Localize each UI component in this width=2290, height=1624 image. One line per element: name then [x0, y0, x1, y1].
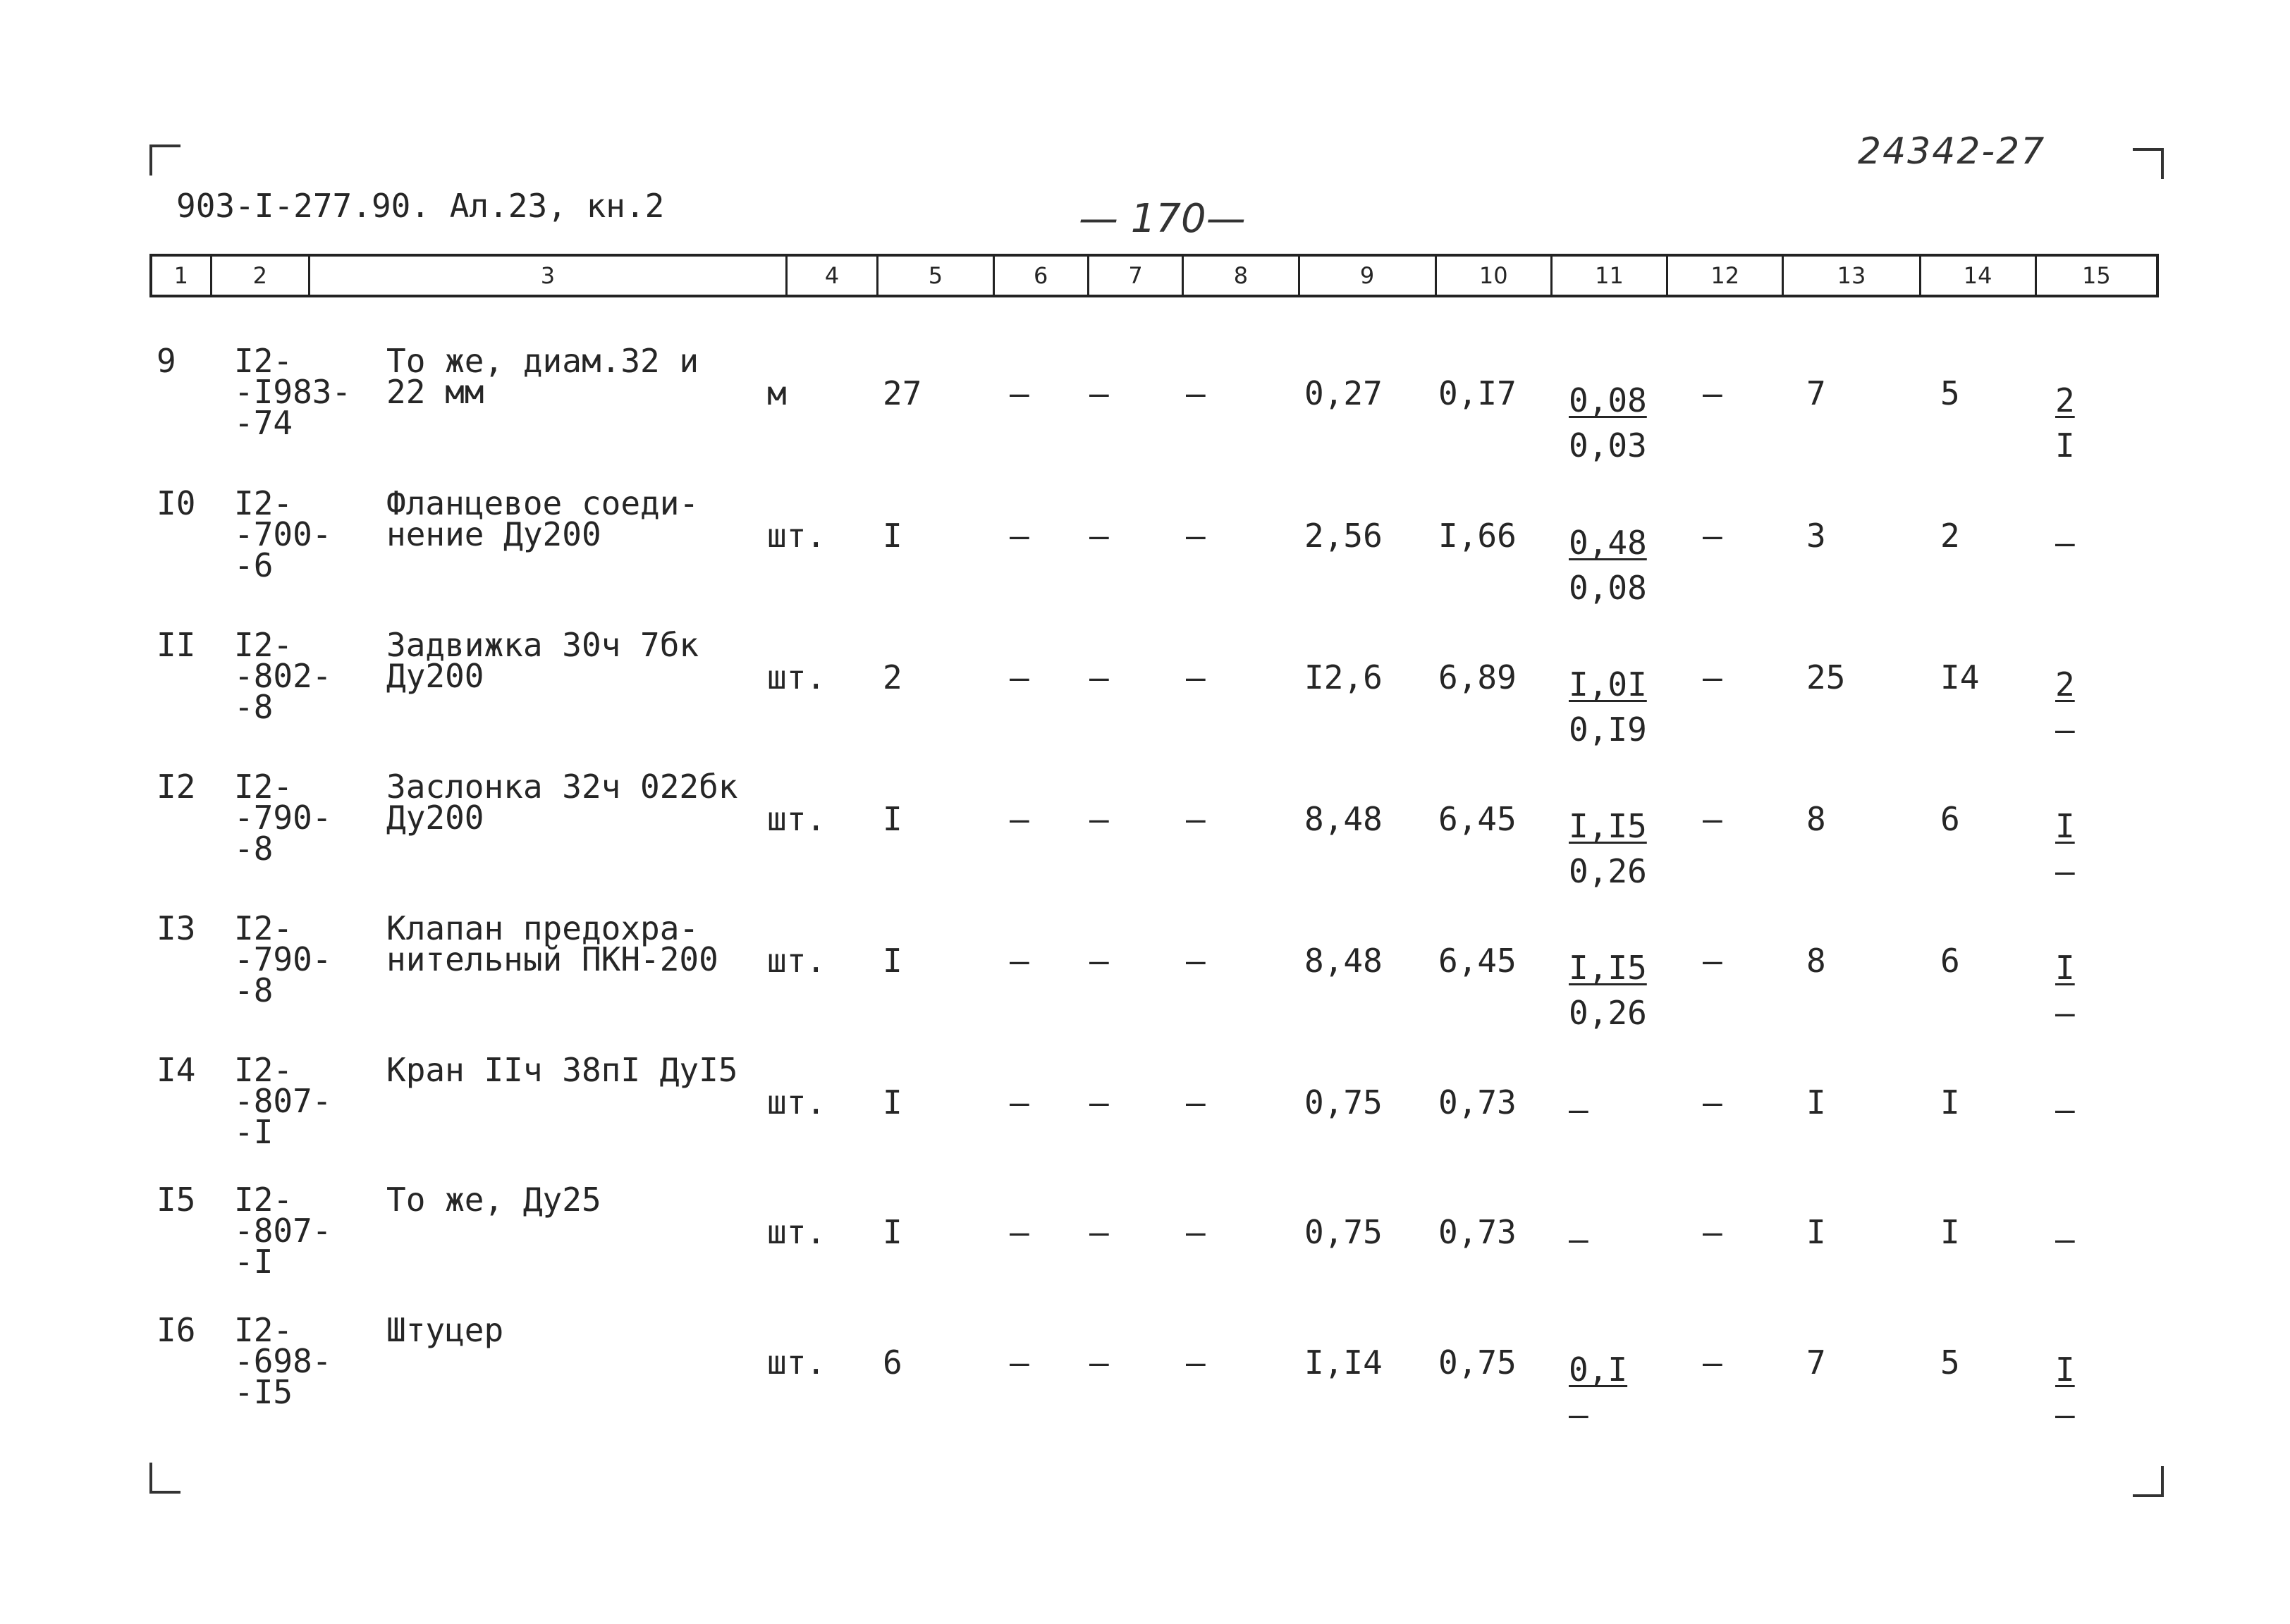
unit: шт.	[767, 942, 826, 980]
col-7-value: –	[1089, 658, 1109, 696]
col-15-fraction-top: I	[2055, 949, 2075, 987]
col-6-value: –	[1010, 374, 1029, 412]
column-header-3: 3	[310, 257, 788, 295]
column-header-14: 14	[1921, 257, 2037, 295]
column-header-6: 6	[995, 257, 1089, 295]
corner-mark-top-right	[2133, 148, 2164, 179]
table-row	[0, 484, 2290, 622]
col-6-value: –	[1010, 942, 1029, 980]
item-name: Кран IIч 38пI ДуI5	[386, 1051, 738, 1089]
col-6-value: –	[1010, 517, 1029, 555]
item-name: То же, диам.32 и 22 мм	[386, 342, 699, 411]
column-header-1: 1	[152, 257, 212, 295]
col-6-value: –	[1010, 1083, 1029, 1121]
col-14-value: I4	[1940, 658, 1980, 696]
col-15-fraction-top: –	[2055, 1220, 2075, 1258]
col-7-value: –	[1089, 1343, 1109, 1382]
col-6-value: –	[1010, 1343, 1029, 1382]
norm-code: I2- -700- -6	[234, 484, 332, 584]
norm-code: I2- -807- -I	[234, 1051, 332, 1151]
col-15-fraction	[2055, 1347, 2075, 1437]
unit: шт.	[767, 1343, 826, 1382]
col-15-fraction-bottom: –	[2055, 852, 2075, 890]
quantity: I	[883, 800, 902, 838]
table-row	[0, 626, 2290, 763]
col-13-value: 8	[1806, 942, 1826, 980]
quantity: 6	[883, 1343, 902, 1382]
col-13-value: I	[1806, 1083, 1826, 1121]
column-header-11: 11	[1553, 257, 1668, 295]
col-15-fraction-bottom: –	[2055, 710, 2075, 749]
unit: м	[767, 374, 787, 412]
norm-code: I2- -802- -8	[234, 626, 332, 726]
col-15-fraction	[2055, 1087, 2075, 1132]
col-8-value: –	[1186, 800, 1206, 838]
col-9-value: 0,75	[1304, 1213, 1383, 1251]
quantity: I	[883, 1083, 902, 1121]
col-15-fraction	[2055, 378, 2075, 468]
corner-mark-bottom-left	[149, 1463, 180, 1494]
col-13-value: 8	[1806, 800, 1826, 838]
col-9-value: 2,56	[1304, 517, 1383, 555]
col-14-value: I	[1940, 1213, 1960, 1251]
col-10-value: 0,I7	[1438, 374, 1517, 412]
col-13-value: 25	[1806, 658, 1846, 696]
col-11-fraction-top: I,I5	[1569, 949, 1647, 987]
row-number: I3	[157, 909, 196, 947]
table-row	[0, 768, 2290, 905]
col-12-value: –	[1703, 1213, 1722, 1251]
item-name: Заслонка 32ч 022бк Ду200	[386, 768, 738, 837]
col-15-fraction-top: I	[2055, 807, 2075, 845]
col-15-fraction-top: I	[2055, 1351, 2075, 1389]
col-10-value: I,66	[1438, 517, 1517, 555]
row-number: 9	[157, 342, 176, 380]
col-7-value: –	[1089, 1213, 1109, 1251]
col-9-value: 8,48	[1304, 942, 1383, 980]
quantity: I	[883, 517, 902, 555]
col-10-value: 6,45	[1438, 800, 1517, 838]
col-12-value: –	[1703, 942, 1722, 980]
item-name: Клапан предохра- нительный ПКН-200	[386, 909, 718, 978]
col-11-fraction	[1569, 662, 1647, 752]
quantity: 2	[883, 658, 902, 696]
col-13-value: 3	[1806, 517, 1826, 555]
col-13-value: 7	[1806, 374, 1826, 412]
table-row	[0, 342, 2290, 479]
col-11-fraction	[1569, 378, 1647, 468]
row-number: I4	[157, 1051, 196, 1089]
col-7-value: –	[1089, 374, 1109, 412]
col-8-value: –	[1186, 658, 1206, 696]
col-6-value: –	[1010, 1213, 1029, 1251]
col-14-value: I	[1940, 1083, 1960, 1121]
col-11-fraction-bottom: 0,26	[1569, 994, 1647, 1032]
col-14-value: 6	[1940, 942, 1960, 980]
column-header-row	[149, 254, 2159, 297]
item-name: Фланцевое соеди- нение Ду200	[386, 484, 699, 553]
norm-code: I2- -807- -I	[234, 1181, 332, 1281]
row-number: I6	[157, 1311, 196, 1349]
col-15-fraction	[2055, 945, 2075, 1035]
column-header-9: 9	[1300, 257, 1437, 295]
unit: шт.	[767, 1213, 826, 1251]
col-8-value: –	[1186, 1213, 1206, 1251]
quantity: 27	[883, 374, 922, 412]
col-15-fraction-bottom: –	[2055, 994, 2075, 1032]
col-10-value: 0,73	[1438, 1213, 1517, 1251]
norm-code: I2- -790- -8	[234, 909, 332, 1009]
col-15-fraction	[2055, 804, 2075, 894]
col-12-value: –	[1703, 658, 1722, 696]
col-11-fraction-bottom: 0,08	[1569, 569, 1647, 607]
col-7-value: –	[1089, 517, 1109, 555]
column-header-13: 13	[1784, 257, 1921, 295]
col-8-value: –	[1186, 517, 1206, 555]
col-11-fraction	[1569, 1347, 1627, 1437]
col-11-fraction	[1569, 1217, 1588, 1262]
column-header-10: 10	[1437, 257, 1553, 295]
col-11-fraction-bottom: 0,26	[1569, 852, 1647, 890]
col-9-value: I,I4	[1304, 1343, 1383, 1382]
table-row	[0, 1311, 2290, 1448]
col-11-fraction-bottom: 0,03	[1569, 426, 1647, 465]
table-row	[0, 1181, 2290, 1318]
col-11-fraction-bottom: –	[1569, 1396, 1588, 1434]
col-7-value: –	[1089, 1083, 1109, 1121]
col-6-value: –	[1010, 658, 1029, 696]
col-10-value: 0,75	[1438, 1343, 1517, 1382]
table-row	[0, 909, 2290, 1047]
column-header-12: 12	[1668, 257, 1784, 295]
unit: шт.	[767, 1083, 826, 1121]
column-header-2: 2	[212, 257, 310, 295]
col-12-value: –	[1703, 1343, 1722, 1382]
col-12-value: –	[1703, 800, 1722, 838]
col-8-value: –	[1186, 942, 1206, 980]
archive-number: 24342-27	[1858, 130, 2046, 173]
quantity: I	[883, 1213, 902, 1251]
norm-code: I2- -I983- -74	[234, 342, 352, 442]
corner-mark-top-left	[149, 144, 180, 176]
page-number: — 170—	[1079, 196, 1246, 242]
col-11-fraction-top: –	[1569, 1090, 1588, 1128]
col-14-value: 5	[1940, 1343, 1960, 1382]
col-8-value: –	[1186, 374, 1206, 412]
item-name: Штуцер	[386, 1311, 504, 1349]
col-12-value: –	[1703, 1083, 1722, 1121]
col-12-value: –	[1703, 374, 1722, 412]
column-header-4: 4	[788, 257, 878, 295]
col-9-value: 0,27	[1304, 374, 1383, 412]
norm-code: I2- -790- -8	[234, 768, 332, 868]
col-7-value: –	[1089, 942, 1109, 980]
col-15-fraction-top: 2	[2055, 665, 2075, 703]
item-name: Задвижка 30ч 7бк Ду200	[386, 626, 699, 695]
col-11-fraction	[1569, 804, 1647, 894]
document-code: 903-I-277.90. Ал.23, кн.2	[176, 187, 665, 225]
col-9-value: 8,48	[1304, 800, 1383, 838]
col-11-fraction	[1569, 1087, 1588, 1132]
col-15-fraction-top: –	[2055, 1090, 2075, 1128]
item-name: То же, Ду25	[386, 1181, 601, 1219]
column-header-8: 8	[1184, 257, 1299, 295]
col-13-value: 7	[1806, 1343, 1826, 1382]
col-7-value: –	[1089, 800, 1109, 838]
unit: шт.	[767, 658, 826, 696]
col-8-value: —	[1186, 1083, 1206, 1121]
unit: шт.	[767, 517, 826, 555]
col-12-value: –	[1703, 517, 1722, 555]
col-15-fraction-top: 2	[2055, 381, 2075, 419]
col-15-fraction-bottom: –	[2055, 1396, 2075, 1434]
corner-mark-bottom-right	[2133, 1466, 2164, 1497]
col-15-fraction	[2055, 520, 2075, 565]
col-14-value: 2	[1940, 517, 1960, 555]
row-number: I0	[157, 484, 196, 522]
col-15-fraction	[2055, 662, 2075, 752]
col-9-value: I2,6	[1304, 658, 1383, 696]
norm-code: I2- -698- -I5	[234, 1311, 332, 1411]
col-6-value: –	[1010, 800, 1029, 838]
row-number: I5	[157, 1181, 196, 1219]
col-8-value: –	[1186, 1343, 1206, 1382]
col-11-fraction-top: I,I5	[1569, 807, 1647, 845]
col-10-value: 6,45	[1438, 942, 1517, 980]
column-header-15: 15	[2082, 262, 2111, 289]
col-14-value: 6	[1940, 800, 1960, 838]
col-13-value: I	[1806, 1213, 1826, 1251]
unit: шт.	[767, 800, 826, 838]
column-header-5: 5	[878, 257, 994, 295]
col-11-fraction	[1569, 520, 1647, 610]
col-10-value: 0,73	[1438, 1083, 1517, 1121]
col-15-fraction	[2055, 1217, 2075, 1262]
col-11-fraction-top: 0,08	[1569, 381, 1647, 419]
row-number: I2	[157, 768, 196, 806]
row-number: II	[157, 626, 196, 664]
col-15-fraction-top: –	[2055, 524, 2075, 562]
col-14-value: 5	[1940, 374, 1960, 412]
col-15-fraction-bottom: I	[2055, 426, 2075, 465]
col-11-fraction-top: 0,48	[1569, 524, 1647, 562]
col-11-fraction-top: 0,I	[1569, 1351, 1628, 1389]
col-9-value: 0,75	[1304, 1083, 1383, 1121]
col-11-fraction-bottom: 0,I9	[1569, 710, 1647, 749]
col-11-fraction-top: I,0I	[1569, 665, 1647, 703]
table-row	[0, 1051, 2290, 1188]
col-10-value: 6,89	[1438, 658, 1517, 696]
quantity: I	[883, 942, 902, 980]
col-11-fraction-top: –	[1569, 1220, 1588, 1258]
column-header-7: 7	[1089, 257, 1184, 295]
col-11-fraction	[1569, 945, 1647, 1035]
